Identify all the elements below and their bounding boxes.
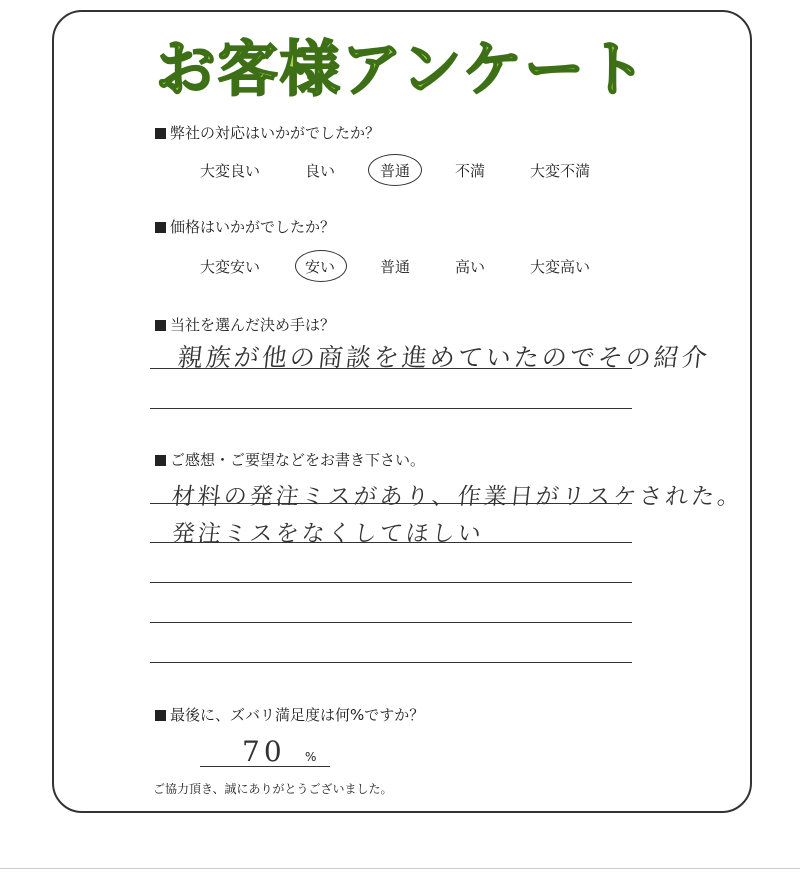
square-bullet-icon xyxy=(155,455,166,466)
answer-rule xyxy=(150,622,632,623)
selected-mark-icon xyxy=(368,154,422,186)
square-bullet-icon xyxy=(155,320,166,331)
square-bullet-icon xyxy=(155,710,166,721)
question-service-label: 弊社の対応はいかがでしたか？ xyxy=(170,124,381,142)
answer-rule xyxy=(150,503,632,504)
form-title: お客様アンケート xyxy=(155,35,649,105)
price-option-5[interactable]: 大変高い xyxy=(530,258,591,276)
question-price-label: 価格はいかがでしたか？ xyxy=(170,218,336,236)
satisfaction-unit: % xyxy=(305,750,317,764)
feedback-answer-line-1: 材料の発注ミスがあり、作業日がリスケされた。 xyxy=(170,484,745,510)
answer-rule xyxy=(150,368,632,369)
answer-rule xyxy=(150,542,632,543)
question-feedback xyxy=(155,449,425,470)
question-feedback-label: ご感想・ご要望などをお書き下さい。 xyxy=(170,451,426,469)
question-satisfaction xyxy=(155,704,424,725)
price-option-3[interactable]: 普通 xyxy=(380,258,411,276)
reason-answer-line-1: 親族が他の商談を進めていたのでその紹介 xyxy=(176,343,712,372)
service-option-3[interactable]: 普通 xyxy=(380,162,411,180)
thanks-message: ご協力頂き、誠にありがとうございました。 xyxy=(153,782,393,796)
service-option-4[interactable]: 不満 xyxy=(455,162,486,180)
price-option-2[interactable]: 安い xyxy=(305,258,336,276)
page-bottom-rule xyxy=(0,868,800,869)
question-satisfaction-label: 最後に、ズバリ満足度は何%ですか？ xyxy=(170,706,425,724)
answer-rule xyxy=(150,662,632,663)
selected-mark-icon xyxy=(295,250,347,282)
satisfaction-value: 70 xyxy=(242,735,286,768)
question-reason xyxy=(155,314,335,335)
question-price xyxy=(155,216,335,237)
price-option-1[interactable]: 大変安い xyxy=(200,258,261,276)
service-option-5[interactable]: 大変不満 xyxy=(530,162,591,180)
square-bullet-icon xyxy=(155,222,166,233)
service-option-1[interactable]: 大変良い xyxy=(200,162,261,180)
service-options xyxy=(185,160,625,186)
feedback-answer-line-2: 発注ミスをなくしてほしい xyxy=(170,521,486,547)
square-bullet-icon xyxy=(155,128,166,139)
satisfaction-rule xyxy=(200,766,330,767)
answer-rule xyxy=(150,582,632,583)
question-service xyxy=(155,122,380,143)
service-option-2[interactable]: 良い xyxy=(305,162,336,180)
answer-rule xyxy=(150,408,632,409)
price-options xyxy=(185,256,625,282)
price-option-4[interactable]: 高い xyxy=(455,258,486,276)
question-reason-label: 当社を選んだ決め手は？ xyxy=(170,316,336,334)
